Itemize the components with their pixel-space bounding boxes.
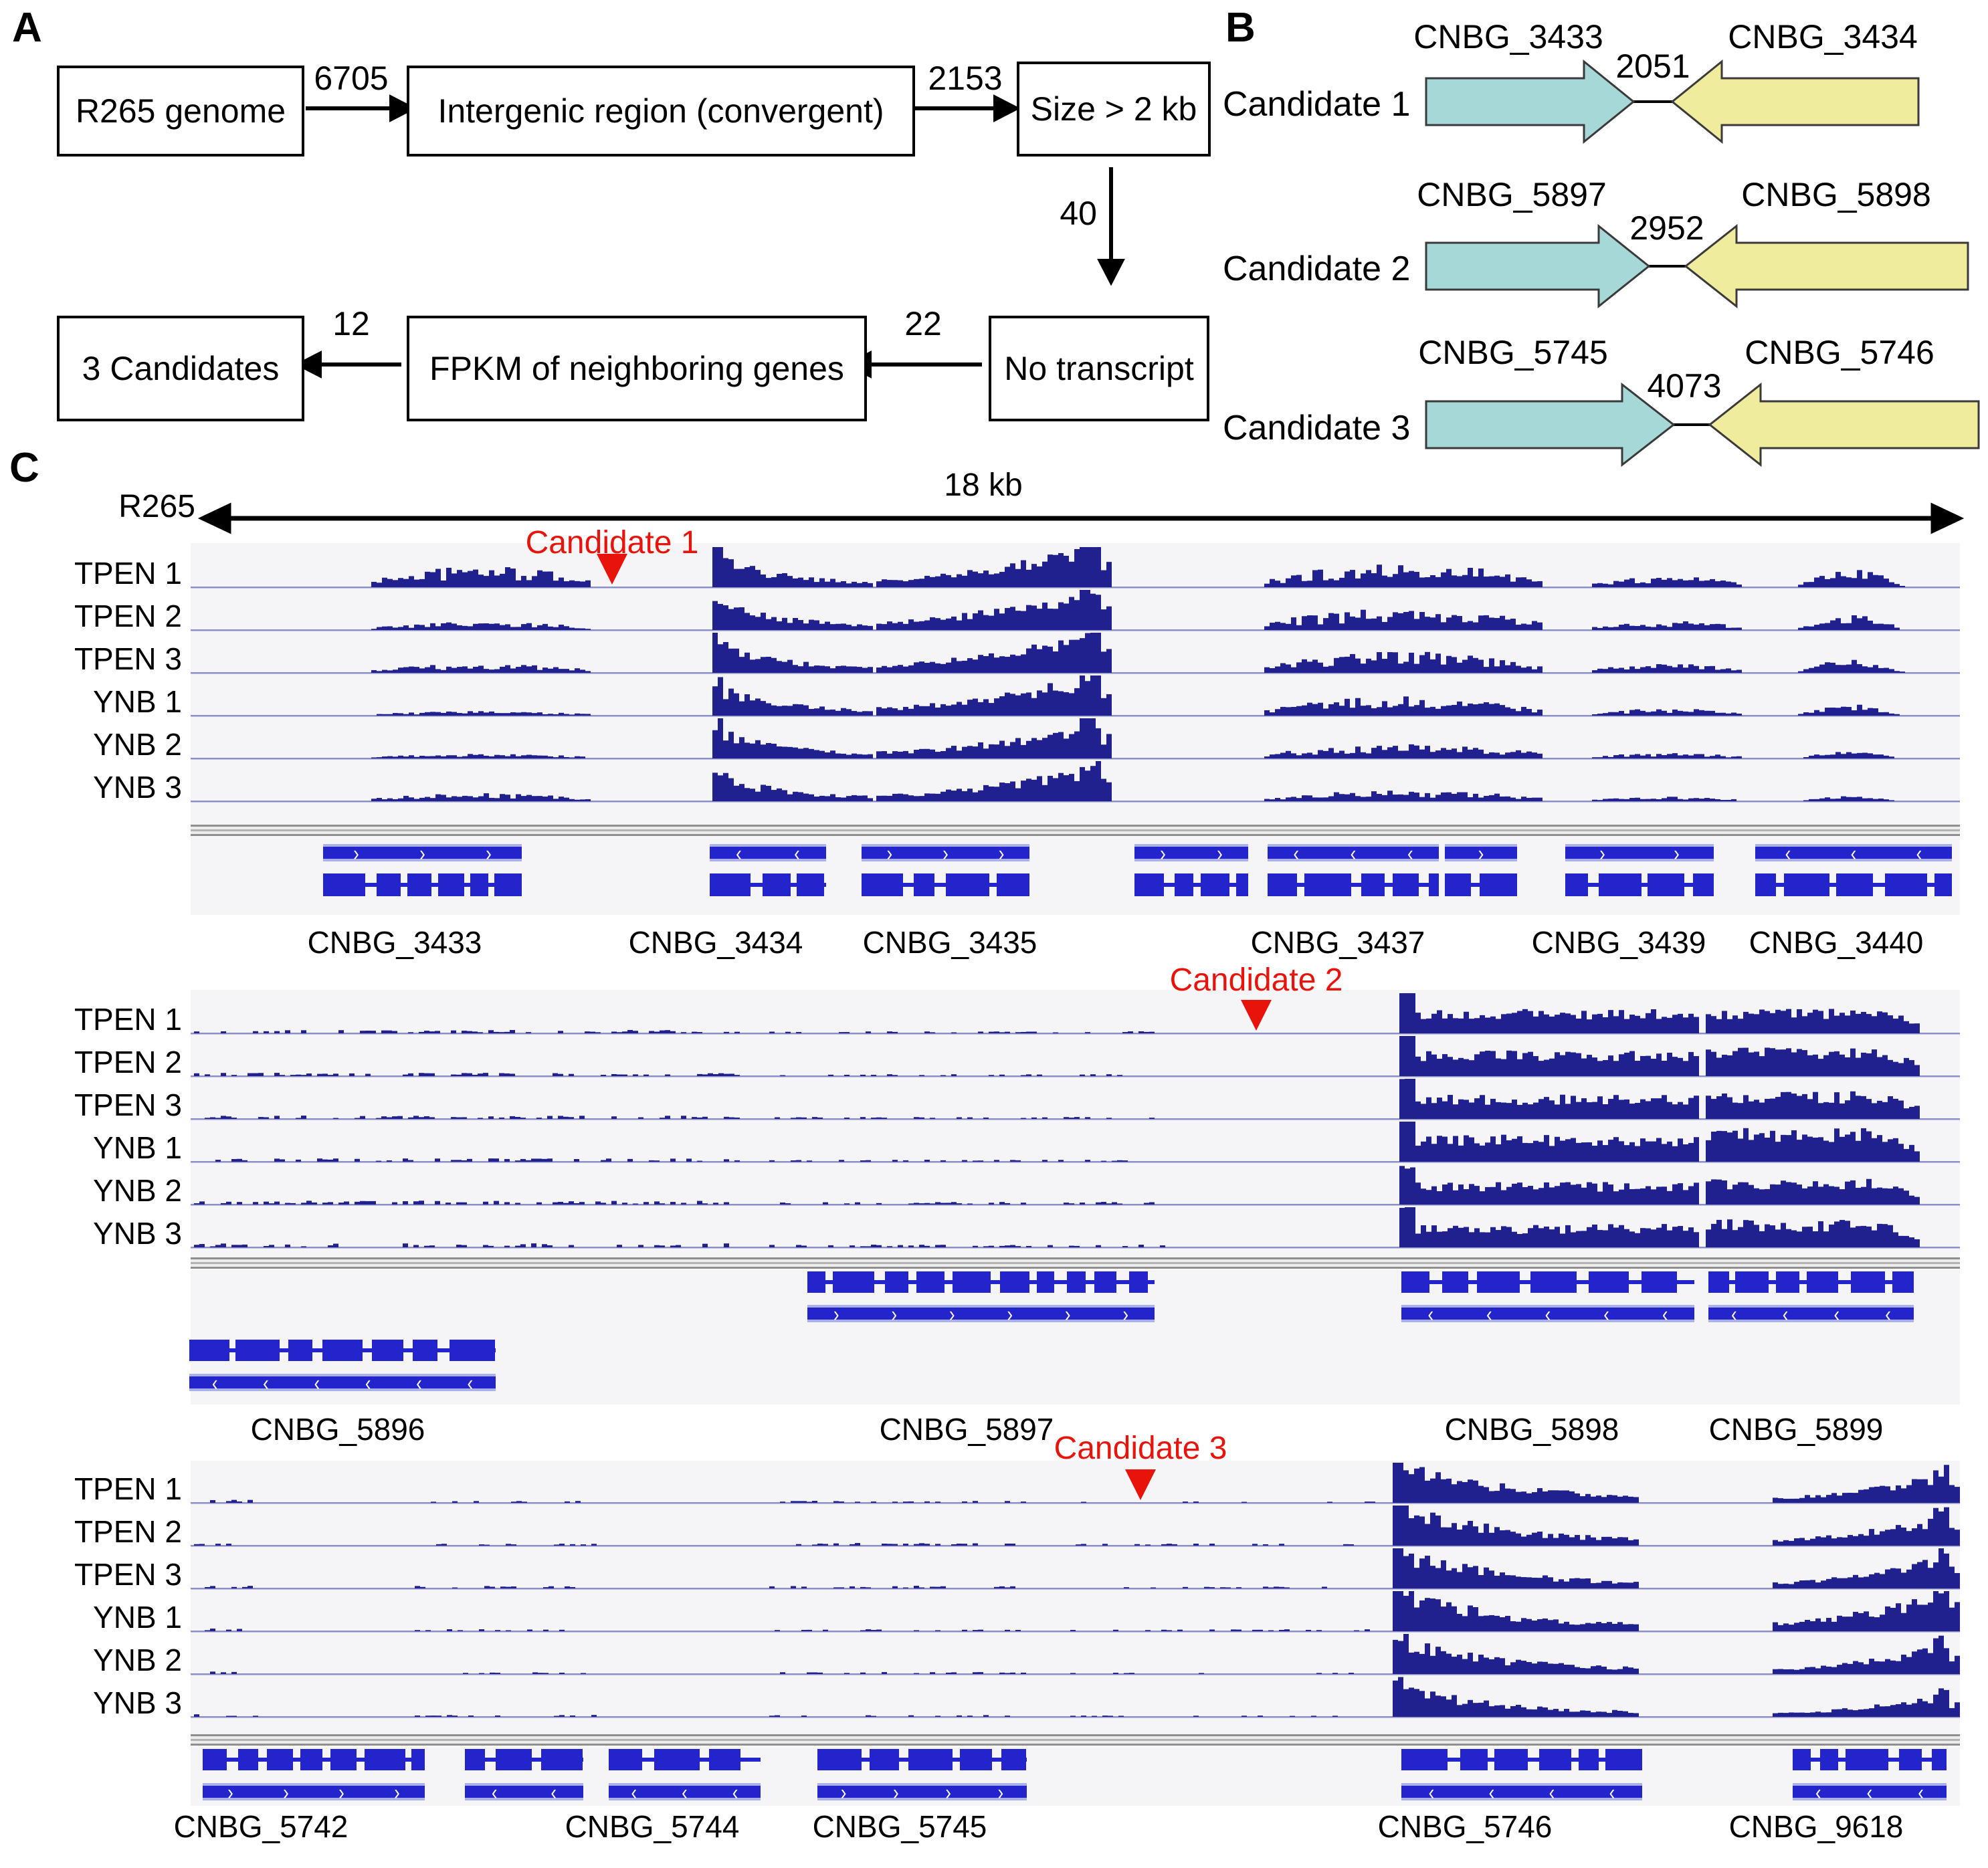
- exon-block: [330, 1749, 357, 1770]
- b-gene-right-3: CNBG_5746: [1745, 334, 1934, 371]
- track-separator-block-3: [191, 1734, 1960, 1746]
- flow-box-size-text: Size > 2 kb: [1030, 90, 1197, 128]
- gene-exon-model: [1708, 1271, 1914, 1293]
- gene-name-label: CNBG_3433: [307, 925, 482, 960]
- gene-direction-bar: [203, 1779, 425, 1804]
- exon-block: [997, 873, 1029, 896]
- exon-block: [807, 1271, 825, 1293]
- candidate-marker-icon-3: [1125, 1469, 1156, 1500]
- strand-chevron-icon: ‹: [1866, 1779, 1873, 1804]
- gene-name-label: CNBG_5745: [812, 1809, 987, 1844]
- flow-count-6705: 6705: [314, 60, 389, 97]
- gene-direction-bar: [1445, 840, 1517, 865]
- flow-box-intergenic: [407, 66, 915, 157]
- strand-chevron-icon: ›: [886, 840, 893, 865]
- strand-chevron-icon: ›: [394, 1779, 400, 1804]
- track-label-TPEN 3: TPEN 3: [74, 1087, 182, 1122]
- strand-chevron-icon: ›: [840, 1779, 847, 1804]
- track-label-TPEN 2: TPEN 2: [74, 1045, 182, 1079]
- exon-block: [1932, 1749, 1947, 1770]
- strand-chevron-icon: ‹: [1545, 1301, 1551, 1326]
- flow-count-12: 12: [332, 305, 370, 342]
- strand-chevron-icon: ›: [998, 840, 1005, 865]
- strand-chevron-icon: ›: [1064, 1301, 1071, 1326]
- b-gene-right-2: CNBG_5898: [1741, 176, 1931, 213]
- flow-box-size: [1017, 62, 1211, 157]
- gene-direction-bar: [1708, 1301, 1914, 1326]
- exon-block: [1134, 873, 1164, 896]
- flow-count-40: 40: [1060, 195, 1097, 232]
- exon-block: [763, 873, 790, 896]
- gene-direction-bar: [1793, 1779, 1947, 1804]
- exon-block: [1599, 873, 1642, 896]
- candidate-label-2: Candidate 2: [1169, 962, 1343, 998]
- gene-direction-bar: [817, 1779, 1027, 1804]
- exon-block: [189, 1340, 229, 1361]
- strand-chevron-icon: ‹: [1407, 840, 1413, 865]
- strand-chevron-icon: ›: [338, 1779, 344, 1804]
- arrow-head-icon: [1100, 261, 1122, 282]
- flow-box-genome-text: R265 genome: [75, 92, 286, 130]
- exon-block: [1934, 873, 1952, 896]
- strand-chevron-icon: ‹: [1833, 1301, 1840, 1326]
- gene-name-label: CNBG_5742: [173, 1809, 349, 1844]
- exon-block: [710, 873, 751, 896]
- exon-block: [1268, 873, 1297, 896]
- track-label-YNB 3: YNB 3: [93, 1216, 182, 1251]
- exon-block: [1846, 1749, 1888, 1770]
- gene-exon-model: [203, 1749, 425, 1770]
- track-label-YNB 1: YNB 1: [93, 1600, 182, 1635]
- gene-exon-model: [710, 873, 826, 896]
- flow-box-candidates-text: 3 Candidates: [82, 350, 280, 387]
- b-gene-left-1: CNBG_3433: [1413, 18, 1603, 56]
- strand-chevron-icon: ‹: [1609, 1779, 1615, 1804]
- gene-name-label: CNBG_3440: [1749, 925, 1924, 960]
- track-label-TPEN 3: TPEN 3: [74, 1557, 182, 1592]
- exon-block: [1236, 873, 1248, 896]
- strand-chevron-icon: ‹: [1815, 1779, 1821, 1804]
- flow-box-notranscript: [989, 316, 1209, 421]
- candidate-marker-icon-1: [597, 554, 627, 585]
- gene-exon-model: [1134, 873, 1248, 896]
- exon-block: [238, 1749, 258, 1770]
- flow-box-genome: [57, 66, 304, 157]
- strand-chevron-icon: ‹: [1785, 840, 1791, 865]
- b-candidate-3: Candidate 3: [1223, 409, 1411, 447]
- exon-block: [1836, 873, 1873, 896]
- gene-name-label: CNBG_5896: [250, 1412, 425, 1447]
- strand-chevron-icon: ‹: [365, 1370, 371, 1395]
- exon-block: [1037, 1271, 1054, 1293]
- track-label-TPEN 3: TPEN 3: [74, 641, 182, 676]
- strand-chevron-icon: ‹: [1428, 1779, 1435, 1804]
- exon-block: [1001, 1749, 1025, 1770]
- exon-block: [1445, 873, 1471, 896]
- gene-name-label: CNBG_3439: [1531, 925, 1706, 960]
- gene-name-label: CNBG_5897: [879, 1412, 1054, 1447]
- strand-chevron-icon: ‹: [1782, 1301, 1789, 1326]
- track-separator-block-1: [191, 825, 1960, 837]
- strand-chevron-icon: ‹: [1918, 1779, 1924, 1804]
- strand-chevron-icon: ‹: [416, 1370, 422, 1395]
- gene-arrow-left: [1686, 226, 1968, 306]
- exon-block: [1067, 1271, 1086, 1293]
- track-label-TPEN 2: TPEN 2: [74, 1514, 182, 1549]
- exon-block: [1589, 1271, 1629, 1293]
- exon-block: [916, 1271, 945, 1293]
- strand-chevron-icon: ›: [1007, 1301, 1013, 1326]
- gene-direction-bar: [323, 840, 522, 865]
- annotation-area-block-3: [191, 1746, 1960, 1806]
- gene-exon-model: [609, 1749, 761, 1770]
- genome-label: R265: [118, 489, 195, 524]
- exon-block: [908, 1749, 953, 1770]
- exon-block: [1784, 873, 1829, 896]
- exon-block: [1693, 873, 1714, 896]
- strand-chevron-icon: ‹: [1662, 1301, 1668, 1326]
- panel-c-label: C: [9, 445, 39, 491]
- strand-chevron-icon: ›: [1478, 840, 1484, 865]
- strand-chevron-icon: ›: [942, 840, 949, 865]
- exon-block: [1605, 1749, 1642, 1770]
- candidate-label-3: Candidate 3: [1054, 1431, 1227, 1466]
- arrow-head-icon: [995, 98, 1016, 119]
- exon-block: [1579, 1749, 1599, 1770]
- exon-block: [1648, 873, 1684, 896]
- exon-block: [407, 873, 431, 896]
- track-label-YNB 2: YNB 2: [93, 1643, 182, 1677]
- exon-block: [235, 1340, 280, 1361]
- gene-arrow-left: [1672, 62, 1918, 142]
- exon-block: [1000, 1271, 1029, 1293]
- flow-count-22: 22: [904, 305, 942, 342]
- exon-block: [1094, 1271, 1116, 1293]
- gene-exon-model: [1401, 1749, 1642, 1770]
- exon-block: [1708, 1271, 1729, 1293]
- strand-chevron-icon: ›: [1217, 840, 1223, 865]
- exon-block: [1820, 1749, 1839, 1770]
- gene-direction-bar: [807, 1301, 1155, 1326]
- strand-chevron-icon: ›: [419, 840, 425, 865]
- gene-direction-bar: [1755, 840, 1952, 865]
- arrow-head-icon: [203, 506, 229, 530]
- flow-box-candidates: [57, 316, 304, 421]
- gene-exon-model: [1445, 873, 1517, 896]
- strand-chevron-icon: ‹: [736, 840, 742, 865]
- b-candidate-2: Candidate 2: [1223, 249, 1411, 288]
- strand-chevron-icon: ›: [283, 1779, 289, 1804]
- candidate-marker-icon-2: [1241, 1000, 1272, 1031]
- gene-name-label: CNBG_5898: [1444, 1412, 1619, 1447]
- exon-block: [1393, 873, 1419, 896]
- exon-block: [438, 873, 464, 896]
- exon-block: [946, 873, 989, 896]
- exon-block: [1175, 873, 1193, 896]
- strand-chevron-icon: ‹: [1885, 1301, 1891, 1326]
- gene-direction-bar: [189, 1370, 496, 1395]
- strand-chevron-icon: ›: [1122, 1301, 1129, 1326]
- panel-a-label: A: [12, 5, 42, 51]
- strand-chevron-icon: ‹: [1731, 1301, 1737, 1326]
- exon-block: [1494, 1749, 1528, 1770]
- b-gap-1: 2051: [1615, 47, 1690, 85]
- arrow-head-icon: [1933, 506, 1959, 530]
- exon-block: [300, 1749, 322, 1770]
- panel-b-label: B: [1225, 5, 1256, 51]
- coverage-tracks-block-2: [191, 990, 1960, 1257]
- strand-chevron-icon: ‹: [1488, 1779, 1495, 1804]
- strand-chevron-icon: ›: [891, 1301, 898, 1326]
- gene-exon-model: [862, 873, 1029, 896]
- exon-block: [1201, 873, 1229, 896]
- exon-block: [1361, 873, 1384, 896]
- strand-chevron-icon: ‹: [1293, 840, 1299, 865]
- strand-chevron-icon: ›: [486, 840, 492, 865]
- exon-block: [203, 1749, 227, 1770]
- strand-chevron-icon: ‹: [211, 1370, 218, 1395]
- b-gene-left-3: CNBG_5745: [1418, 334, 1608, 371]
- candidate-label-1: Candidate 1: [525, 525, 699, 560]
- gene-direction-bar: [862, 840, 1029, 865]
- exon-block: [1401, 1271, 1429, 1293]
- flow-box-intergenic-text: Intergenic region (convergent): [437, 92, 884, 130]
- strand-chevron-icon: ›: [833, 1301, 839, 1326]
- strand-chevron-icon: ‹: [682, 1779, 688, 1804]
- exon-block: [1776, 1271, 1799, 1293]
- exon-block: [654, 1749, 700, 1770]
- b-gap-2: 2952: [1629, 209, 1704, 247]
- exon-block: [1892, 1271, 1914, 1293]
- exon-block: [1442, 1271, 1468, 1293]
- strand-chevron-icon: ‹: [1486, 1301, 1492, 1326]
- exon-block: [914, 873, 934, 896]
- flow-box-notranscript-text: No transcript: [1004, 350, 1194, 387]
- exon-block: [1735, 1271, 1769, 1293]
- strand-chevron-icon: ‹: [1603, 1301, 1609, 1326]
- strand-chevron-icon: ‹: [491, 1779, 498, 1804]
- track-separator-block-2: [191, 1257, 1960, 1269]
- exon-block: [413, 1340, 437, 1361]
- exon-block: [1539, 1749, 1571, 1770]
- exon-block: [494, 873, 522, 896]
- gene-direction-bar: [1134, 840, 1248, 865]
- exon-block: [1480, 873, 1517, 896]
- exon-block: [862, 873, 903, 896]
- exon-block: [465, 1749, 485, 1770]
- strand-chevron-icon: ‹: [263, 1370, 269, 1395]
- track-label-YNB 1: YNB 1: [93, 1130, 182, 1165]
- b-gene-right-1: CNBG_3434: [1728, 18, 1918, 56]
- exon-block: [1304, 873, 1351, 896]
- strand-chevron-icon: ›: [227, 1779, 233, 1804]
- exon-block: [1129, 1271, 1148, 1293]
- gene-exon-model: [1401, 1271, 1694, 1293]
- exon-block: [1477, 1271, 1519, 1293]
- exon-block: [322, 1340, 363, 1361]
- coverage-tracks-block-3: [191, 1461, 1960, 1734]
- exon-block: [496, 1749, 532, 1770]
- gene-exon-model: [323, 873, 522, 896]
- exon-block: [709, 1749, 741, 1770]
- exon-block: [609, 1749, 642, 1770]
- track-label-YNB 2: YNB 2: [93, 1173, 182, 1208]
- gene-name-label: CNBG_5744: [565, 1809, 740, 1844]
- strand-chevron-icon: ‹: [631, 1779, 637, 1804]
- exon-block: [885, 1271, 909, 1293]
- exon-block: [1755, 873, 1776, 896]
- b-gap-3: 4073: [1647, 367, 1722, 405]
- gene-direction-bar: [710, 840, 826, 865]
- b-candidate-1: Candidate 1: [1223, 85, 1411, 124]
- track-label-TPEN 1: TPEN 1: [74, 1002, 182, 1037]
- gene-direction-bar: [1565, 840, 1714, 865]
- strand-chevron-icon: ›: [1674, 840, 1680, 865]
- exon-block: [1530, 1271, 1577, 1293]
- flow-box-fpkm-text: FPKM of neighboring genes: [429, 350, 844, 387]
- exon-block: [372, 1340, 403, 1361]
- track-label-TPEN 1: TPEN 1: [74, 556, 182, 591]
- gene-exon-model: [807, 1271, 1155, 1293]
- exon-block: [953, 1271, 991, 1293]
- coverage-tracks-block-1: [191, 543, 1960, 825]
- exon-block: [833, 1271, 874, 1293]
- exon-block: [960, 1749, 992, 1770]
- gene-exon-model: [465, 1749, 583, 1770]
- exon-block: [1642, 1271, 1677, 1293]
- gene-exon-model: [1793, 1749, 1947, 1770]
- gene-name-label: CNBG_3434: [628, 925, 803, 960]
- strand-chevron-icon: ›: [893, 1779, 899, 1804]
- strand-chevron-icon: ›: [1599, 840, 1605, 865]
- strand-chevron-icon: ‹: [1427, 1301, 1434, 1326]
- strand-chevron-icon: ‹: [1916, 840, 1922, 865]
- gene-direction-bar: [1401, 1779, 1642, 1804]
- gene-exon-model: [817, 1749, 1027, 1770]
- strand-chevron-icon: ‹: [732, 1779, 738, 1804]
- exon-block: [411, 1749, 425, 1770]
- exon-block: [323, 873, 365, 896]
- exon-block: [541, 1749, 582, 1770]
- exon-block: [288, 1340, 312, 1361]
- track-label-YNB 1: YNB 1: [93, 684, 182, 719]
- exon-block: [1401, 1749, 1448, 1770]
- strand-chevron-icon: ›: [1160, 840, 1166, 865]
- track-label-TPEN 1: TPEN 1: [74, 1471, 182, 1506]
- gene-exon-model: [1268, 873, 1439, 896]
- gene-exon-model: [1565, 873, 1714, 896]
- exon-block: [1460, 1749, 1488, 1770]
- gene-direction-bar: [1268, 840, 1439, 865]
- exon-block: [377, 873, 401, 896]
- strand-chevron-icon: ›: [997, 1779, 1004, 1804]
- gene-exon-model: [189, 1340, 496, 1361]
- gene-name-label: CNBG_3435: [862, 925, 1037, 960]
- track-label-TPEN 2: TPEN 2: [74, 599, 182, 633]
- strand-chevron-icon: ‹: [314, 1370, 320, 1395]
- gene-direction-bar: [609, 1779, 761, 1804]
- exon-block: [1807, 1271, 1839, 1293]
- gene-name-label: CNBG_5899: [1708, 1412, 1884, 1447]
- exon-block: [1793, 1749, 1811, 1770]
- strand-chevron-icon: ›: [945, 1779, 951, 1804]
- strand-chevron-icon: ‹: [1850, 840, 1857, 865]
- gene-direction-bar: [1401, 1301, 1694, 1326]
- exon-block: [870, 1749, 899, 1770]
- b-gene-left-2: CNBG_5897: [1417, 176, 1607, 213]
- strand-chevron-icon: ‹: [794, 840, 800, 865]
- gene-exon-model: [1755, 873, 1952, 896]
- exon-block: [365, 1749, 405, 1770]
- strand-chevron-icon: ›: [353, 840, 359, 865]
- gene-name-label: CNBG_5746: [1377, 1809, 1553, 1844]
- gene-direction-bar: [465, 1779, 583, 1804]
- scale-label: 18 kb: [944, 468, 1023, 503]
- exon-block: [470, 873, 488, 896]
- track-label-YNB 2: YNB 2: [93, 727, 182, 762]
- exon-block: [1885, 873, 1927, 896]
- gene-name-label: CNBG_3437: [1250, 925, 1425, 960]
- strand-chevron-icon: ‹: [1549, 1779, 1555, 1804]
- exon-block: [450, 1340, 495, 1361]
- exon-block: [817, 1749, 862, 1770]
- strand-chevron-icon: ›: [949, 1301, 955, 1326]
- exon-block: [1565, 873, 1588, 896]
- gene-arrow-left: [1710, 385, 1979, 465]
- track-label-YNB 3: YNB 3: [93, 1685, 182, 1720]
- exon-block: [797, 873, 824, 896]
- strand-chevron-icon: ‹: [551, 1779, 557, 1804]
- exon-block: [267, 1749, 293, 1770]
- gene-name-label: CNBG_9618: [1728, 1809, 1904, 1844]
- exon-block: [1429, 873, 1439, 896]
- flow-box-fpkm: [407, 316, 867, 421]
- exon-block: [1851, 1271, 1885, 1293]
- flow-count-2153: 2153: [928, 60, 1003, 97]
- strand-chevron-icon: ‹: [467, 1370, 474, 1395]
- strand-chevron-icon: ‹: [1350, 840, 1357, 865]
- exon-block: [1899, 1749, 1922, 1770]
- track-label-YNB 3: YNB 3: [93, 770, 182, 805]
